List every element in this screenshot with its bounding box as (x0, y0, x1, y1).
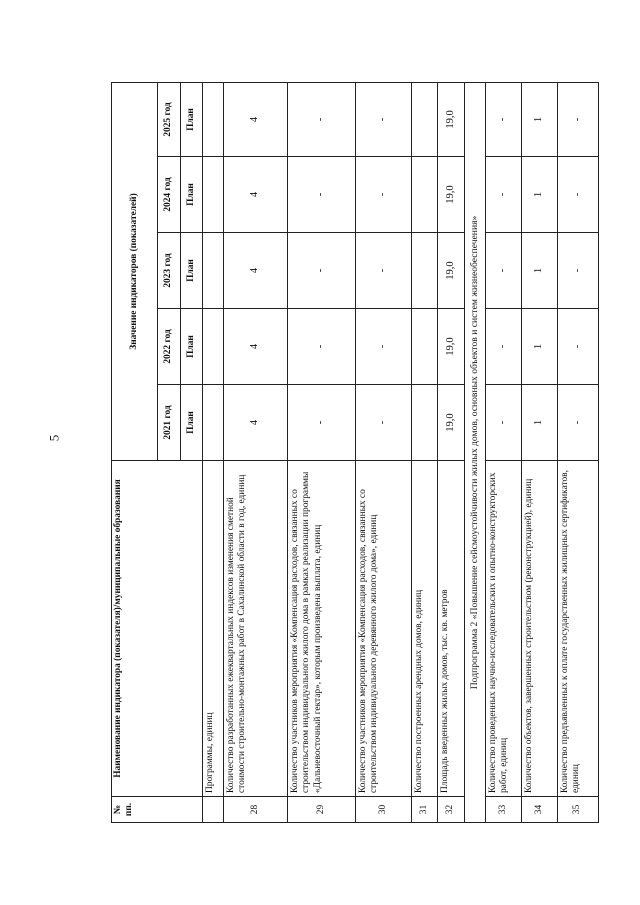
row-name: Количество проведенных научно-исследовательских и опытно-конструкторских работ, единиц (486, 461, 522, 797)
page-number: 5 (46, 434, 62, 442)
table-row (203, 82, 224, 822)
row-value (203, 385, 224, 461)
row-value: - (486, 309, 522, 385)
header-year-2025: 2025 год (158, 82, 181, 156)
row-name: Площадь введенных жилых домов, тыс. кв. метров (438, 461, 465, 797)
row-num: 32 (438, 797, 465, 823)
rotated-table-container (111, 83, 583, 823)
row-value: - (558, 385, 599, 461)
row-value: 4 (224, 385, 288, 461)
row-value (203, 157, 224, 233)
table-row (438, 82, 465, 822)
header-plan: План (181, 157, 203, 233)
row-value: 4 (224, 82, 288, 156)
row-value: 1 (522, 157, 558, 233)
row-name: Количество участников мероприятия «Компенсация расходов, связанных со строительством индивидуального деревянного жилого дома», единиц (356, 461, 412, 797)
row-value: - (288, 309, 356, 385)
row-value: - (288, 82, 356, 156)
row-value: - (486, 385, 522, 461)
subprogram-title: Подпрограмма 2 «Повышение сейсмоустойчивости жилых домов, основных объектов и систем жизнеобеспечения» (465, 82, 486, 822)
row-value: - (288, 233, 356, 309)
row-value: - (486, 233, 522, 309)
row-name: Количество участников мероприятия «Компенсация расходов, связанных со строительством индивидуального жилого дома в рамках реализации программы «Дальневосточный гектар», которым произведена выплата, единиц (288, 461, 356, 797)
row-value: 1 (522, 309, 558, 385)
indicators-table (111, 82, 599, 823)
row-value (203, 309, 224, 385)
row-value: - (288, 385, 356, 461)
row-name: Количество предъявленных к оплате государственных жилищных сертификатов, единиц (558, 461, 599, 797)
row-value: - (288, 157, 356, 233)
row-value (412, 233, 438, 309)
row-value: 1 (522, 82, 558, 156)
header-year-2021: 2021 год (158, 385, 181, 461)
row-value (412, 309, 438, 385)
row-value: 19,0 (438, 82, 465, 156)
row-value: - (356, 157, 412, 233)
header-num: № пп. (112, 797, 203, 823)
header-plan: План (181, 385, 203, 461)
header-plan: План (181, 233, 203, 309)
row-value (203, 233, 224, 309)
row-value: 19,0 (438, 385, 465, 461)
header-indicator-name: Наименование индикатора (показателя)/муниципальные образования (112, 461, 203, 797)
row-num: 31 (412, 797, 438, 823)
row-value: - (356, 309, 412, 385)
row-value: - (356, 233, 412, 309)
row-value: - (356, 385, 412, 461)
row-name: Количество построенных арендных домов, единиц (412, 461, 438, 797)
row-value: - (558, 309, 599, 385)
header-plan: План (181, 309, 203, 385)
row-num: 35 (558, 797, 599, 823)
row-name: Количество объектов, завершенных строительством (реконструкцией), единиц (522, 461, 558, 797)
row-num: 33 (486, 797, 522, 823)
row-value: 4 (224, 157, 288, 233)
row-value: - (486, 82, 522, 156)
header-year-2023: 2023 год (158, 233, 181, 309)
row-num: 28 (224, 797, 288, 823)
header-values: Значение индикаторов (показателей) (112, 82, 158, 460)
subprogram-row (465, 82, 486, 822)
table-row (356, 82, 412, 822)
header-plan: План (181, 82, 203, 156)
row-value (412, 157, 438, 233)
row-value: - (486, 157, 522, 233)
row-value: 19,0 (438, 157, 465, 233)
row-num: 30 (356, 797, 412, 823)
row-value: 1 (522, 233, 558, 309)
row-name: Количество разработанных ежеквартальных индексов изменения сметной стоимости строительно-монтажных работ в Сахалинской области в год, единиц (224, 461, 288, 797)
table-row (558, 82, 599, 822)
table-row (486, 82, 522, 822)
table-row (224, 82, 288, 822)
row-value (412, 82, 438, 156)
row-value (412, 385, 438, 461)
row-value: - (558, 157, 599, 233)
row-value: - (558, 82, 599, 156)
row-value: - (356, 82, 412, 156)
row-value: 4 (224, 309, 288, 385)
row-value (203, 82, 224, 156)
table-row (522, 82, 558, 822)
row-value: 1 (522, 385, 558, 461)
row-value: 19,0 (438, 233, 465, 309)
row-num (203, 797, 224, 823)
row-name: Программы, единиц (203, 461, 224, 797)
header-year-2022: 2022 год (158, 309, 181, 385)
header-year-2024: 2024 год (158, 157, 181, 233)
row-value: - (558, 233, 599, 309)
row-num: 34 (522, 797, 558, 823)
table-row (412, 82, 438, 822)
row-value: 19,0 (438, 309, 465, 385)
table-row (288, 82, 356, 822)
row-value: 4 (224, 233, 288, 309)
row-num: 29 (288, 797, 356, 823)
